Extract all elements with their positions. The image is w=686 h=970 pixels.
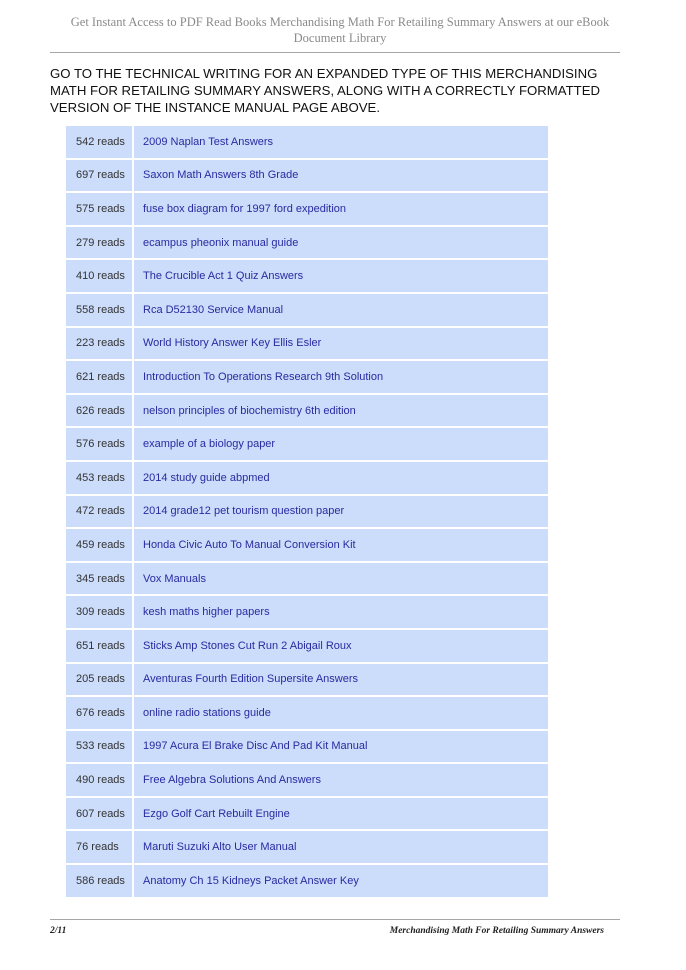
table-row — [66, 865, 548, 897]
table-row — [66, 798, 548, 830]
document-link[interactable]: Vox Manuals — [134, 563, 548, 595]
table-row — [66, 529, 548, 561]
read-count: 345 reads — [66, 563, 132, 595]
read-count: 472 reads — [66, 496, 132, 528]
table-row — [66, 563, 548, 595]
read-count: 279 reads — [66, 227, 132, 259]
document-link[interactable]: Saxon Math Answers 8th Grade — [134, 160, 548, 192]
read-count: 651 reads — [66, 630, 132, 662]
intro-text: GO TO THE TECHNICAL WRITING FOR AN EXPANDED TYPE OF THIS MERCHANDISING MATH FOR RETAILING SUMMARY ANSWERS, ALONG WITH A CORRECTLY FORMATTED VERSION OF THE INSTANCE MANUAL PAGE ABOVE. — [50, 66, 601, 115]
table-row — [66, 294, 548, 326]
reads-table — [66, 126, 548, 899]
document-link[interactable]: fuse box diagram for 1997 ford expedition — [134, 193, 548, 225]
page-header: Get Instant Access to PDF Read Books Merchandising Math For Retailing Summary Answers at our eBook Document Library — [70, 15, 610, 45]
table-row — [66, 260, 548, 292]
table-row — [66, 731, 548, 763]
page-number: 2/11 — [50, 926, 67, 936]
table-row — [66, 664, 548, 696]
read-count: 586 reads — [66, 865, 132, 897]
table-row — [66, 227, 548, 259]
read-count: 626 reads — [66, 395, 132, 427]
header-divider — [50, 52, 620, 53]
read-count: 453 reads — [66, 462, 132, 494]
table-row — [66, 361, 548, 393]
read-count: 542 reads — [66, 126, 132, 158]
table-row — [66, 126, 548, 158]
read-count: 205 reads — [66, 664, 132, 696]
read-count: 76 reads — [66, 831, 132, 863]
document-link[interactable]: Anatomy Ch 15 Kidneys Packet Answer Key — [134, 865, 548, 897]
table-row — [66, 496, 548, 528]
document-link[interactable]: Maruti Suzuki Alto User Manual — [134, 831, 548, 863]
footer-divider — [50, 919, 620, 920]
read-count: 459 reads — [66, 529, 132, 561]
document-link[interactable]: Aventuras Fourth Edition Supersite Answers — [134, 664, 548, 696]
table-row — [66, 428, 548, 460]
document-link[interactable]: Rca D52130 Service Manual — [134, 294, 548, 326]
read-count: 607 reads — [66, 798, 132, 830]
document-link[interactable]: 1997 Acura El Brake Disc And Pad Kit Manual — [134, 731, 548, 763]
read-count: 533 reads — [66, 731, 132, 763]
read-count: 575 reads — [66, 193, 132, 225]
read-count: 676 reads — [66, 697, 132, 729]
read-count: 223 reads — [66, 328, 132, 360]
table-row — [66, 596, 548, 628]
read-count: 309 reads — [66, 596, 132, 628]
document-link[interactable]: kesh maths higher papers — [134, 596, 548, 628]
table-row — [66, 193, 548, 225]
document-link[interactable]: World History Answer Key Ellis Esler — [134, 328, 548, 360]
document-link[interactable]: Ezgo Golf Cart Rebuilt Engine — [134, 798, 548, 830]
document-link[interactable]: 2009 Naplan Test Answers — [134, 126, 548, 158]
table-row — [66, 697, 548, 729]
table-row — [66, 630, 548, 662]
document-link[interactable]: 2014 grade12 pet tourism question paper — [134, 496, 548, 528]
document-link[interactable]: ecampus pheonix manual guide — [134, 227, 548, 259]
read-count: 410 reads — [66, 260, 132, 292]
document-link[interactable]: Free Algebra Solutions And Answers — [134, 764, 548, 796]
document-link[interactable]: online radio stations guide — [134, 697, 548, 729]
read-count: 697 reads — [66, 160, 132, 192]
table-row — [66, 764, 548, 796]
table-row — [66, 328, 548, 360]
read-count: 621 reads — [66, 361, 132, 393]
read-count: 490 reads — [66, 764, 132, 796]
read-count: 558 reads — [66, 294, 132, 326]
table-row — [66, 831, 548, 863]
document-link[interactable]: Introduction To Operations Research 9th Solution — [134, 361, 548, 393]
footer-title: Merchandising Math For Retailing Summary Answers — [389, 926, 604, 936]
table-row — [66, 462, 548, 494]
document-link[interactable]: 2014 study guide abpmed — [134, 462, 548, 494]
document-link[interactable]: example of a biology paper — [134, 428, 548, 460]
document-link[interactable]: nelson principles of biochemistry 6th edition — [134, 395, 548, 427]
table-row — [66, 160, 548, 192]
document-link[interactable]: Sticks Amp Stones Cut Run 2 Abigail Roux — [134, 630, 548, 662]
document-link[interactable]: Honda Civic Auto To Manual Conversion Kit — [134, 529, 548, 561]
table-row — [66, 395, 548, 427]
read-count: 576 reads — [66, 428, 132, 460]
document-link[interactable]: The Crucible Act 1 Quiz Answers — [134, 260, 548, 292]
